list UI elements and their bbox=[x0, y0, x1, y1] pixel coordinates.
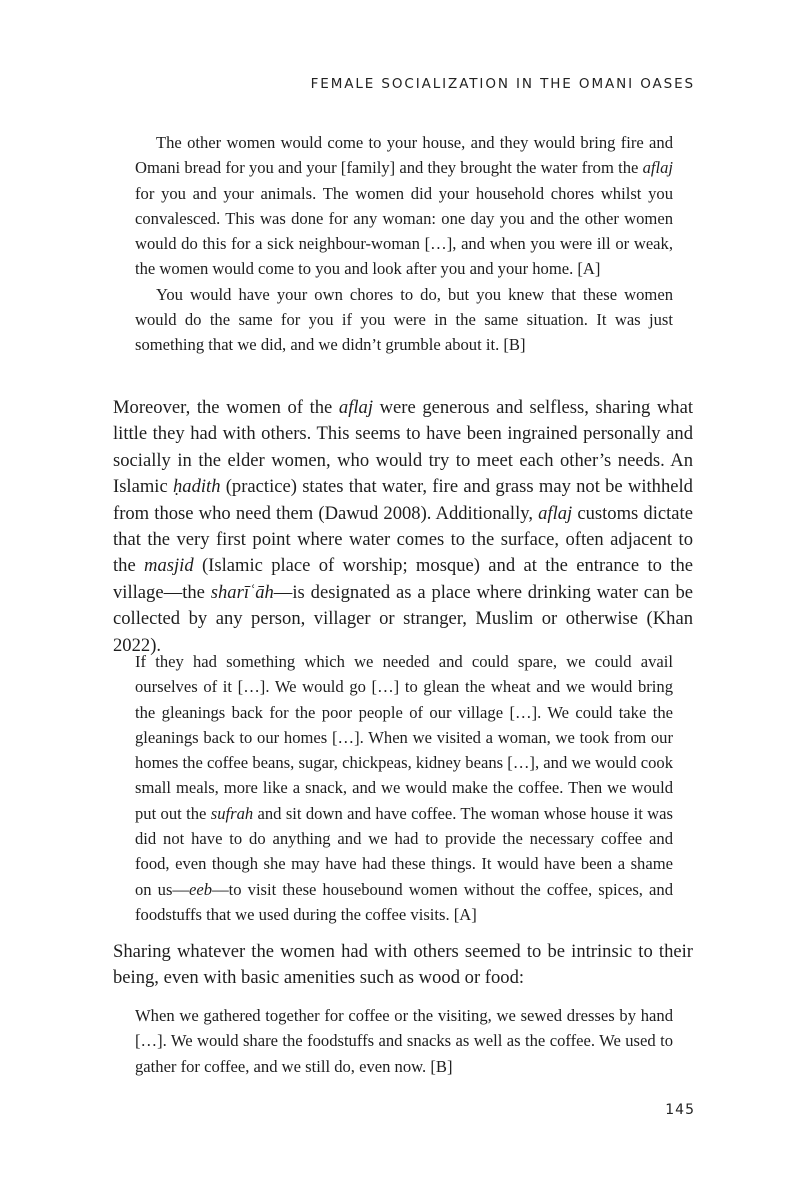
body-paragraph-2: Sharing whatever the women had with others seemed to be intrinsic to their being, even with basic amenities such as wood or food: bbox=[113, 941, 693, 989]
body-paragraph-1: Moreover, the women of the aflaj were generous and selfless, sharing what little they had with others. This seems to have been ingrained personally and socially in the elder women, who would try to meet each other’s needs. An Islamic ḥadith (practice) states that water, fire and grass may not be withheld from those who need them (Dawud 2008). Additionally, aflaj customs dictate that the very first point where water comes to the surface, often adjacent to the masjid (Islamic place of worship; mosque) and at the entrance to the village—the sharīʿāh—is designated as a place where drinking water can be collected by any person, villager or stranger, Muslim or otherwise (Khan 2022). bbox=[113, 397, 693, 656]
page-number: 145 bbox=[665, 1102, 695, 1118]
running-head: FEMALE SOCIALIZATION IN THE OMANI OASES bbox=[310, 76, 695, 92]
quote-1-paragraph-1: The other women would come to your house, and they would bring fire and Omani bread for you and your [family] and they brought the water from the aflaj for you and your animals. The women did your household chores whilst you convalesced. This was done for any woman: one day you and the other women would do this for a sick neighbour-woman […], and when you were ill or weak, the women would come to you and look after you and your home. [A] bbox=[135, 133, 673, 279]
block-quote-3: When we gathered together for coffee or the visiting, we sewed dresses by hand […]. We would share the foodstuffs and snacks as well as the coffee. We used to gather for coffee, and we still do, even now. [B] bbox=[135, 1006, 673, 1076]
quote-1-paragraph-2: You would have your own chores to do, but you knew that these women would do the same for you if you were in the same situation. It was just something that we did, and we didn’t grumble about it. [B] bbox=[135, 284, 673, 355]
block-quote-2: If they had something which we needed and could spare, we could avail ourselves of it […]. We would go […] to glean the wheat and we would bring the gleanings back for the poor people of our village […]. We could take the gleanings back to our homes […]. When we visited a woman, we took from our homes the coffee beans, sugar, chickpeas, kidney beans […], and we would cook small meals, more like a snack, and we would make the coffee. Then we would put out the sufrah and sit down and have coffee. The woman whose house it was did not have to do anything and we had to provide the necessary coffee and food, even though she may have had these things. It would have been a shame on us—eeb—to visit these housebound women without the coffee, spices, and foodstuffs that we used during the coffee visits. [A] bbox=[135, 652, 673, 924]
block-quote-1 bbox=[135, 130, 673, 358]
